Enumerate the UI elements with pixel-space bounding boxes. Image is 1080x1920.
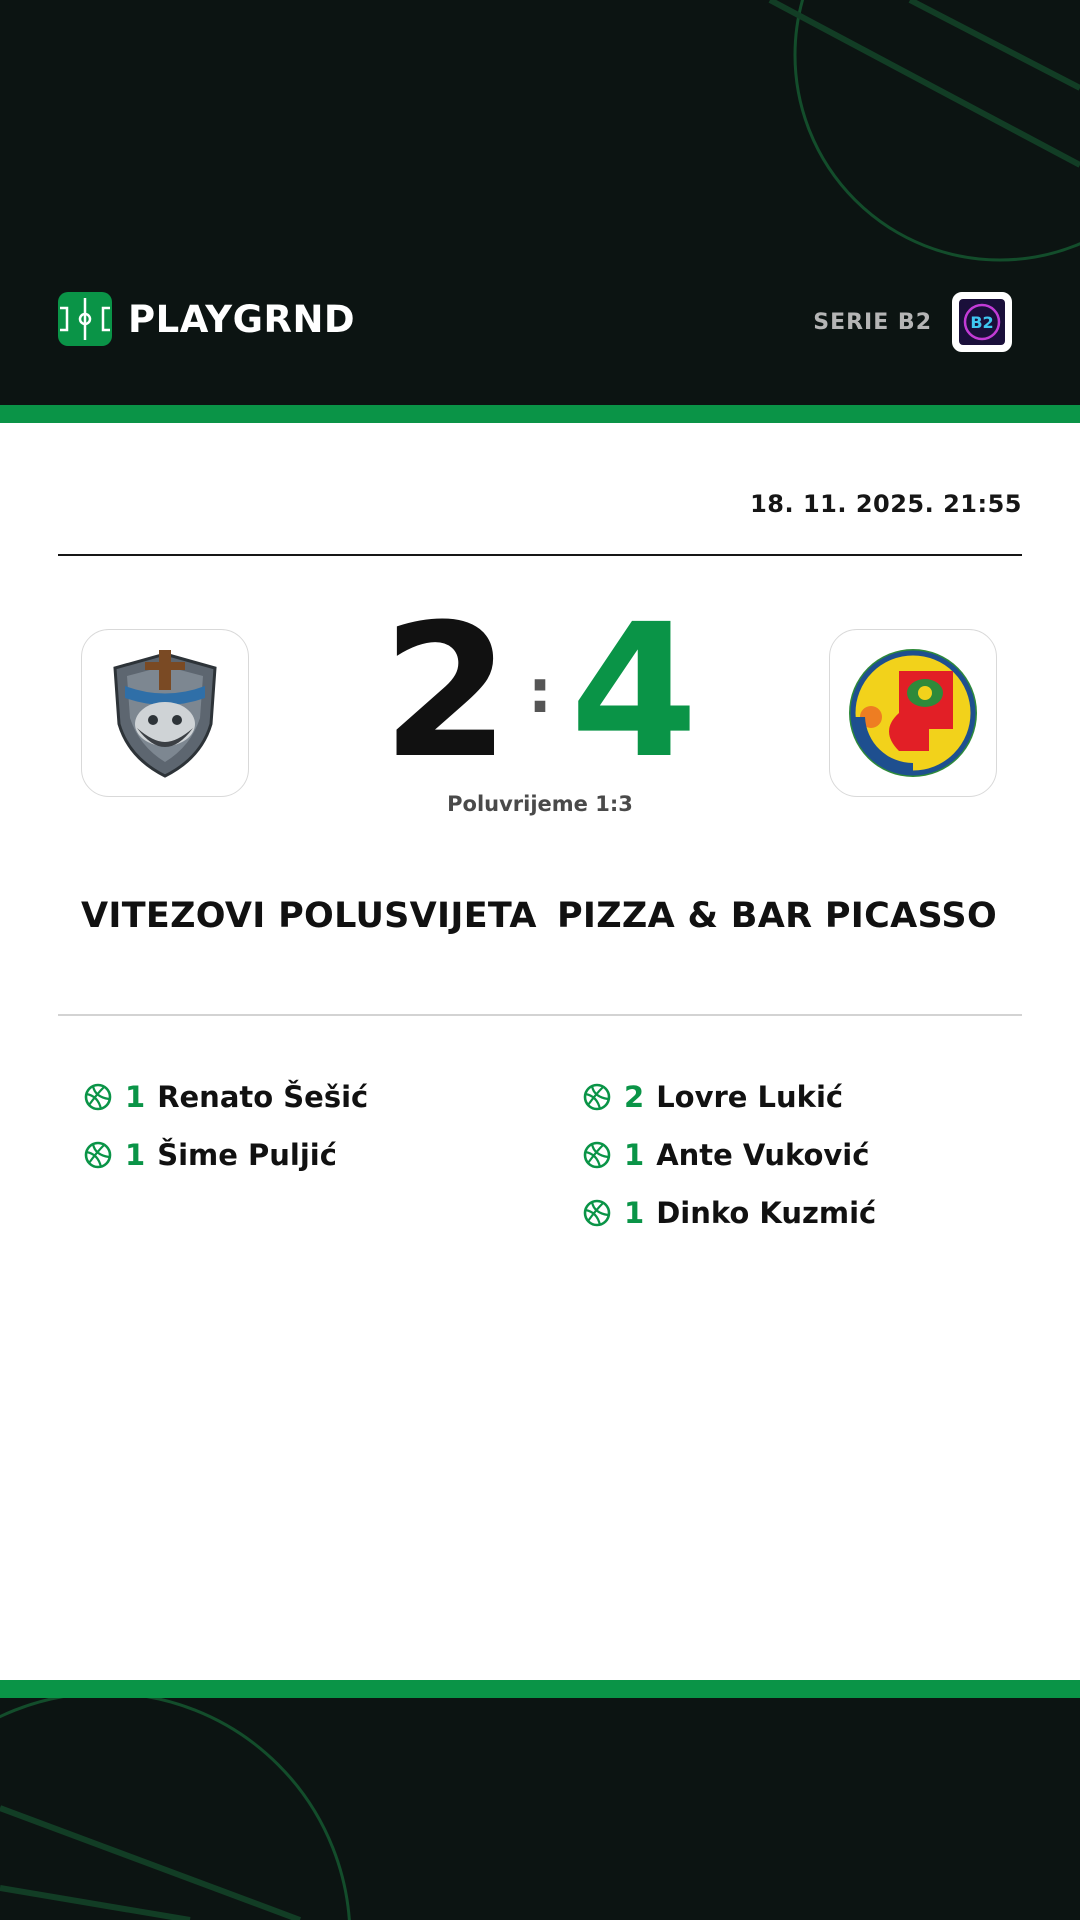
match-datetime: 18. 11. 2025. 21:55 (750, 490, 1022, 518)
divider (58, 1014, 1022, 1016)
scorer-name: Renato Šešić (157, 1080, 369, 1114)
scorer-row (582, 1184, 876, 1242)
away-score: 4 (570, 585, 699, 799)
score-separator: : (528, 657, 552, 727)
scorer-name: Lovre Lukić (656, 1080, 844, 1114)
league-badge (952, 292, 1012, 352)
scorer-name: Ante Vuković (656, 1138, 870, 1172)
scorer-goals: 1 (624, 1138, 645, 1172)
scorer-row (83, 1068, 368, 1126)
header-banner (0, 0, 1080, 405)
away-team-crest (829, 629, 997, 797)
scorer-row (582, 1068, 876, 1126)
ball-icon (83, 1140, 113, 1170)
footer-banner (0, 1698, 1080, 1920)
away-team-name: PIZZA & BAR PICASSO (556, 896, 997, 936)
league-logo-icon (957, 297, 1007, 347)
brand-name: PLAYGRND (128, 297, 356, 341)
ball-icon (582, 1198, 612, 1228)
league-badge-text: B2 (970, 313, 994, 332)
home-score: 2 (381, 585, 510, 799)
scorer-goals: 2 (624, 1080, 645, 1114)
scorer-row (582, 1126, 876, 1184)
scorer-row (83, 1126, 368, 1184)
league-info (813, 292, 1012, 352)
top-accent-stripe (0, 405, 1080, 423)
home-scorers-list (83, 1068, 368, 1184)
league-name: SERIE B2 (813, 309, 932, 335)
scorer-goals: 1 (125, 1080, 146, 1114)
bottom-accent-stripe (0, 1680, 1080, 1698)
divider (58, 554, 1022, 556)
ball-icon (582, 1082, 612, 1112)
halftime-score: Poluvrijeme 1:3 (447, 792, 633, 816)
scorer-goals: 1 (624, 1196, 645, 1230)
scorer-name: Šime Puljić (157, 1138, 337, 1172)
picasso-logo-icon (845, 645, 981, 781)
pitch-lines-decoration (0, 1698, 1080, 1920)
ball-icon (582, 1140, 612, 1170)
pitch-logo-icon (58, 292, 112, 346)
scorer-name: Dinko Kuzmić (656, 1196, 877, 1230)
brand (58, 292, 355, 346)
home-team-name: VITEZOVI POLUSVIJETA (81, 896, 537, 936)
ball-icon (83, 1082, 113, 1112)
away-scorers-list (582, 1068, 876, 1242)
scorer-goals: 1 (125, 1138, 146, 1172)
